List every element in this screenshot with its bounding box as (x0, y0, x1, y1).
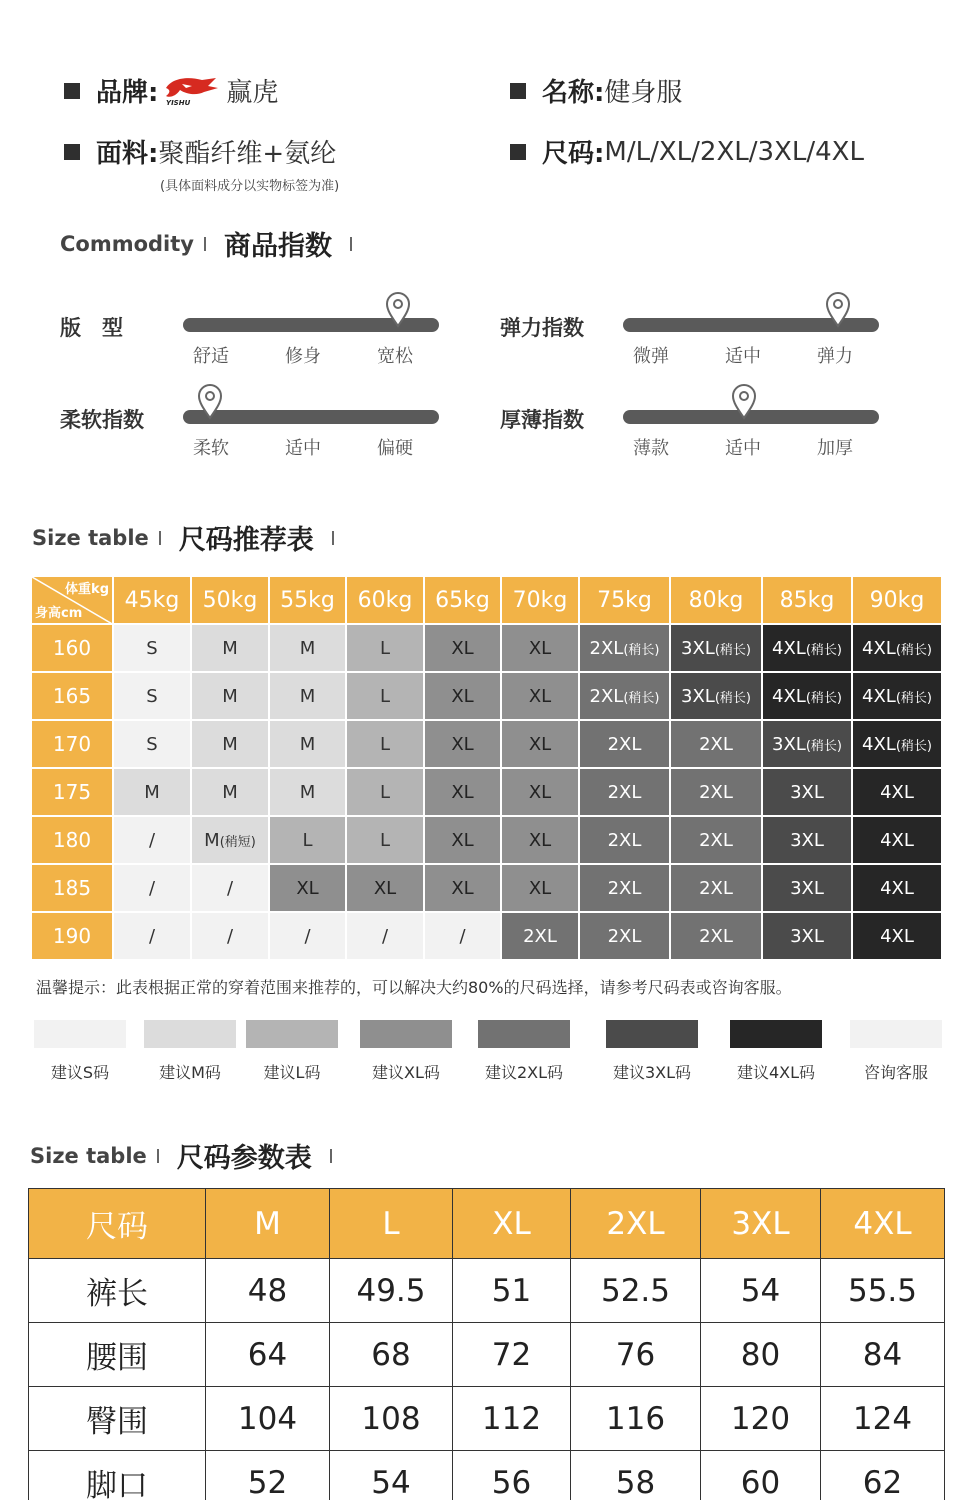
size-cell: 4XL(稍长) (852, 672, 942, 720)
column-header: 尺码 (29, 1189, 206, 1259)
size-cell: M (269, 672, 346, 720)
table-cell: 68 (330, 1323, 453, 1387)
index-tick-label: 适中 (725, 346, 761, 367)
legend-label: 建议3XL码 (612, 1063, 692, 1082)
index-tick-label: 舒适 (193, 346, 229, 367)
size-cell: XL (501, 864, 579, 912)
table-cell: 48 (206, 1259, 330, 1323)
size-cell: M (191, 768, 269, 816)
weight-header: 85kg (762, 576, 852, 624)
divider (330, 1149, 332, 1163)
table-cell: 54 (330, 1451, 453, 1500)
table-cell: 112 (453, 1387, 571, 1451)
table-cell: 108 (330, 1387, 453, 1451)
index-tick-label: 偏硬 (377, 438, 413, 459)
size-cell: 2XL (670, 816, 762, 864)
size-row (510, 133, 864, 170)
table-cell: 76 (571, 1323, 701, 1387)
size-cell: XL (424, 768, 501, 816)
size-cell: 2XL(稍长) (579, 672, 670, 720)
column-header: 3XL (701, 1189, 821, 1259)
table-cell: 124 (821, 1387, 945, 1451)
index-tick-label: 加厚 (817, 438, 853, 459)
size-cell: XL (346, 864, 424, 912)
weight-header: 70kg (501, 576, 579, 624)
size-cell: XL (501, 624, 579, 672)
legend-item (724, 1020, 828, 1083)
size-cell: 3XL(稍长) (670, 624, 762, 672)
params-title-cn: 尺码参数表 (176, 1143, 312, 1174)
size-cell: / (269, 912, 346, 960)
table-row (29, 1259, 945, 1323)
tiger-logo-icon (162, 74, 220, 108)
divider (332, 531, 334, 545)
index-label: 弹力指数 (500, 316, 584, 340)
size-cell: 2XL(稍长) (579, 624, 670, 672)
size-cell: M(稍短) (191, 816, 269, 864)
column-header: 2XL (571, 1189, 701, 1259)
size-cell: 3XL(稍长) (670, 672, 762, 720)
size-cell: XL (424, 624, 501, 672)
name-row (510, 72, 682, 109)
column-header: M (206, 1189, 330, 1259)
size-cell: 2XL (579, 816, 670, 864)
recommend-tip: 温馨提示：此表根据正常的穿着范围来推荐的，可以解决大约80%的尺码选择，请参考尺码表或咨询客服。 (36, 978, 792, 997)
size-cell: 2XL (501, 912, 579, 960)
recommend-title-en: Size table (32, 525, 149, 550)
size-cell: 4XL (852, 864, 942, 912)
legend-item (28, 1020, 132, 1083)
size-params-table (28, 1188, 945, 1500)
size-cell: 3XL (762, 864, 852, 912)
size-cell: 4XL (852, 768, 942, 816)
table-cell: 52.5 (571, 1259, 701, 1323)
table-header-row (29, 1189, 945, 1259)
table-cell: 64 (206, 1323, 330, 1387)
legend-swatch (144, 1020, 236, 1048)
column-header: L (330, 1189, 453, 1259)
legend-swatch (360, 1020, 452, 1048)
recommend-title (32, 518, 334, 557)
weight-header: 50kg (191, 576, 269, 624)
legend-swatch (730, 1020, 822, 1048)
size-cell: 2XL (670, 912, 762, 960)
index-label: 柔软指数 (60, 408, 144, 432)
row-label: 臀围 (29, 1387, 206, 1451)
table-cell: 72 (453, 1323, 571, 1387)
size-cell: S (113, 720, 191, 768)
brand-key: 品牌: (96, 78, 159, 108)
size-cell: / (113, 864, 191, 912)
height-header: 180 (31, 816, 113, 864)
table-cell: 60 (701, 1451, 821, 1500)
size-cell: L (269, 816, 346, 864)
size-cell: 3XL (762, 912, 852, 960)
size-cell: / (424, 912, 501, 960)
name-key: 名称: (542, 78, 605, 108)
table-cell: 54 (701, 1259, 821, 1323)
fabric-note: (具体面料成分以实物标签为准) (160, 179, 340, 194)
size-cell: / (113, 912, 191, 960)
legend-item (844, 1020, 948, 1083)
height-header: 190 (31, 912, 113, 960)
size-cell: 4XL(稍长) (852, 720, 942, 768)
location-pin-icon (731, 384, 757, 424)
weight-header: 45kg (113, 576, 191, 624)
commodity-title-cn: 商品指数 (224, 231, 332, 262)
size-cell: XL (501, 672, 579, 720)
size-cell: L (346, 624, 424, 672)
bullet-square-icon (510, 83, 526, 99)
weight-header: 60kg (346, 576, 424, 624)
size-cell: L (346, 768, 424, 816)
legend-label: 建议2XL码 (484, 1063, 564, 1082)
size-cell: 2XL (670, 768, 762, 816)
size-cell: / (113, 816, 191, 864)
table-cell: 120 (701, 1387, 821, 1451)
name-value: 健身服 (604, 78, 683, 108)
weight-header: 80kg (670, 576, 762, 624)
size-cell: M (269, 720, 346, 768)
table-row (29, 1451, 945, 1500)
legend-item (240, 1020, 344, 1083)
legend-swatch (246, 1020, 338, 1048)
table-row (31, 720, 942, 768)
size-recommend-table (30, 575, 943, 961)
weight-header: 55kg (269, 576, 346, 624)
size-cell: 2XL (579, 912, 670, 960)
size-cell: 4XL(稍长) (852, 624, 942, 672)
size-cell: XL (501, 720, 579, 768)
legend-item (354, 1020, 458, 1083)
brand-logo (162, 74, 220, 108)
divider (204, 237, 206, 251)
size-cell: XL (501, 816, 579, 864)
table-cell: 84 (821, 1323, 945, 1387)
legend-label: 建议M码 (159, 1063, 221, 1082)
table-row (31, 912, 942, 960)
legend-swatch (34, 1020, 126, 1048)
table-cell: 56 (453, 1451, 571, 1500)
table-cell: 51 (453, 1259, 571, 1323)
size-cell: M (191, 720, 269, 768)
legend-item (472, 1020, 576, 1083)
table-row (31, 672, 942, 720)
fabric-value: 聚酯纤维+氨纶 (158, 139, 337, 169)
size-cell: M (191, 624, 269, 672)
index-tick-label: 薄款 (633, 438, 669, 459)
size-cell: L (346, 672, 424, 720)
size-cell: 2XL (579, 720, 670, 768)
legend-swatch (606, 1020, 698, 1048)
table-row (31, 864, 942, 912)
size-value: M/L/XL/2XL/3XL/4XL (604, 136, 864, 167)
index-label: 厚薄指数 (500, 408, 584, 432)
size-cell: 4XL (852, 816, 942, 864)
bullet-square-icon (64, 83, 80, 99)
size-cell: 2XL (670, 720, 762, 768)
table-header-row (31, 576, 942, 624)
size-cell: M (269, 624, 346, 672)
height-header: 165 (31, 672, 113, 720)
table-cell: 52 (206, 1451, 330, 1500)
index-tick-label: 宽松 (377, 346, 413, 367)
bullet-square-icon (64, 144, 80, 160)
table-cell: 62 (821, 1451, 945, 1500)
size-cell: M (269, 768, 346, 816)
size-cell: XL (424, 672, 501, 720)
size-cell: 2XL (579, 768, 670, 816)
recommend-title-cn: 尺码推荐表 (178, 525, 314, 556)
row-label: 腰围 (29, 1323, 206, 1387)
legend-swatch (850, 1020, 942, 1048)
weight-header: 65kg (424, 576, 501, 624)
index-tick-label: 修身 (285, 346, 321, 367)
index-tick-label: 柔软 (193, 438, 229, 459)
table-cell: 58 (571, 1451, 701, 1500)
fabric-row (64, 133, 336, 170)
row-label: 脚口 (29, 1451, 206, 1500)
legend-label: 建议4XL码 (736, 1063, 816, 1082)
size-cell: / (346, 912, 424, 960)
divider (157, 1149, 159, 1163)
size-cell: 3XL (762, 768, 852, 816)
size-cell: 4XL (852, 912, 942, 960)
table-row (29, 1323, 945, 1387)
size-cell: L (346, 720, 424, 768)
row-label: 裤长 (29, 1259, 206, 1323)
size-cell: M (191, 672, 269, 720)
params-title (30, 1136, 332, 1175)
table-row (31, 768, 942, 816)
table-cell: 80 (701, 1323, 821, 1387)
table-row (31, 816, 942, 864)
corner-weight: 体重kg (65, 582, 109, 597)
legend-item (138, 1020, 242, 1083)
size-cell: S (113, 672, 191, 720)
index-tick-label: 微弹 (633, 346, 669, 367)
location-pin-icon (197, 384, 223, 424)
column-header: XL (453, 1189, 571, 1259)
table-cell: 55.5 (821, 1259, 945, 1323)
bullet-square-icon (510, 144, 526, 160)
legend-label: 建议XL码 (372, 1063, 440, 1082)
index-label: 版 型 (60, 316, 123, 340)
size-cell: XL (269, 864, 346, 912)
weight-header: 90kg (852, 576, 942, 624)
commodity-title-en: Commodity (60, 231, 194, 256)
size-cell: / (191, 864, 269, 912)
location-pin-icon (385, 292, 411, 332)
legend-label: 建议S码 (50, 1063, 110, 1082)
size-cell: XL (501, 768, 579, 816)
size-cell: / (191, 912, 269, 960)
fabric-key: 面料: (96, 139, 159, 169)
size-cell: XL (424, 816, 501, 864)
legend-label: 建议L码 (263, 1063, 321, 1082)
size-cell: 3XL(稍长) (762, 720, 852, 768)
table-cell: 104 (206, 1387, 330, 1451)
height-header: 170 (31, 720, 113, 768)
column-header: 4XL (821, 1189, 945, 1259)
params-title-en: Size table (30, 1143, 147, 1168)
logo-text: YISHU (166, 98, 191, 107)
size-cell: L (346, 816, 424, 864)
weight-header: 75kg (579, 576, 670, 624)
size-key: 尺码: (542, 139, 605, 169)
index-tick-label: 弹力 (817, 346, 853, 367)
corner-height: 身高cm (35, 606, 83, 621)
index-tick-label: 适中 (725, 438, 761, 459)
height-header: 160 (31, 624, 113, 672)
size-cell: XL (424, 864, 501, 912)
size-cell: M (113, 768, 191, 816)
brand-row (64, 72, 278, 109)
size-cell: S (113, 624, 191, 672)
commodity-title (60, 224, 352, 263)
size-cell: 2XL (670, 864, 762, 912)
size-cell: 2XL (579, 864, 670, 912)
legend-swatch (478, 1020, 570, 1048)
table-cell: 116 (571, 1387, 701, 1451)
table-row (29, 1387, 945, 1451)
height-header: 185 (31, 864, 113, 912)
table-row (31, 624, 942, 672)
index-tick-label: 适中 (285, 438, 321, 459)
legend-label: 咨询客服 (863, 1063, 928, 1082)
size-cell: 3XL (762, 816, 852, 864)
height-header: 175 (31, 768, 113, 816)
divider (159, 531, 161, 545)
size-cell: XL (424, 720, 501, 768)
brand-name: 赢虎 (226, 78, 279, 108)
legend-item (600, 1020, 704, 1083)
location-pin-icon (825, 292, 851, 332)
divider (350, 237, 352, 251)
table-cell: 49.5 (330, 1259, 453, 1323)
size-cell: 4XL(稍长) (762, 672, 852, 720)
corner-cell (31, 576, 113, 624)
size-cell: 4XL(稍长) (762, 624, 852, 672)
